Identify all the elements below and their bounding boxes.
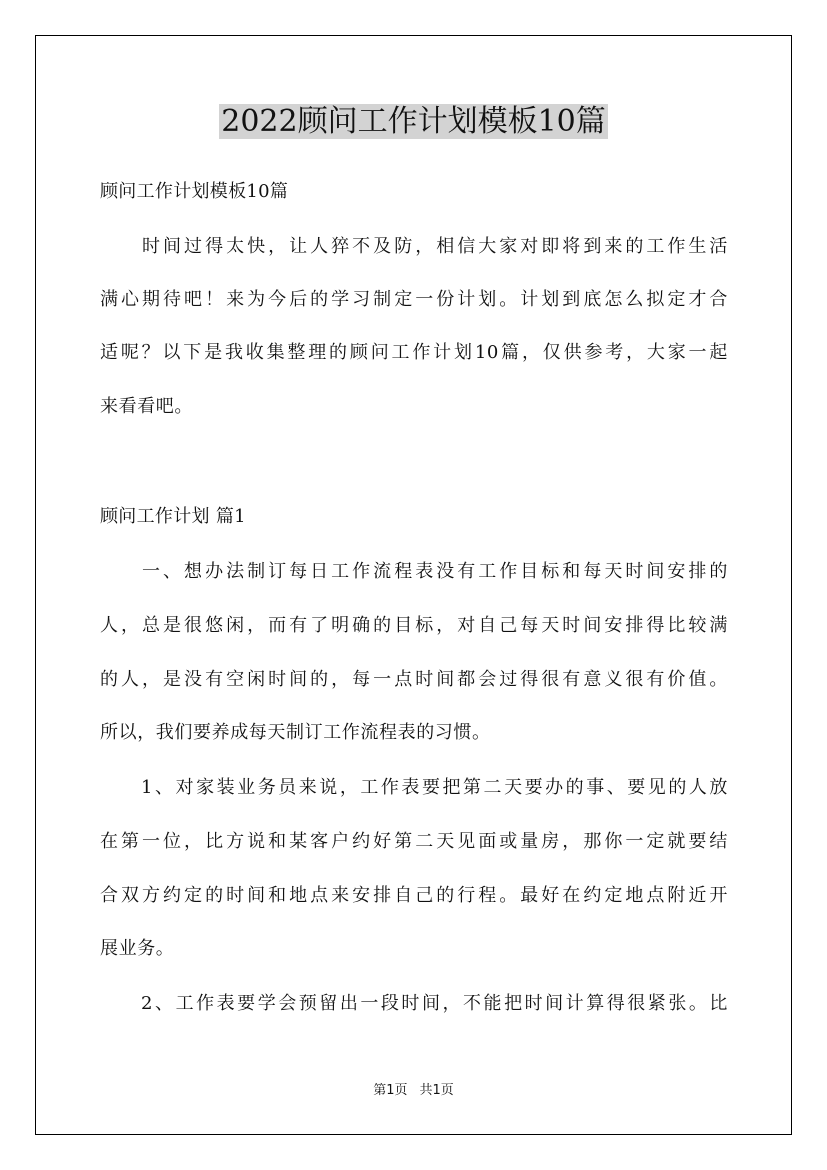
paragraph-line: 的人，是没有空闲时间的，每一点时间都会过得很有意义很有价值。 — [100, 669, 728, 690]
page-number: 第1页 — [373, 1083, 408, 1098]
paragraph-line: 2、工作表要学会预留出一段时间，不能把时间计算得很紧张。比 — [100, 993, 728, 1014]
page-footer — [0, 1082, 827, 1100]
paragraph-line: 合双方约定的时间和地点来安排自己的行程。最好在约定地点附近开 — [100, 885, 728, 906]
document-subtitle: 顾问工作计划模板10篇 — [100, 181, 289, 202]
paragraph-line: 所以，我们要养成每天制订工作流程表的习惯。 — [100, 722, 491, 743]
paragraph-line: 一、想办法制订每日工作流程表没有工作目标和每天时间安排的 — [100, 561, 728, 582]
intro-line: 满心期待吧！来为今后的学习制定一份计划。计划到底怎么拟定才合 — [100, 289, 728, 310]
paragraph-line: 在第一位，比方说和某客户约好第二天见面或量房，那你一定就要结 — [100, 831, 728, 852]
document-title — [0, 100, 827, 144]
document-title-text: 2022顾问工作计划模板10篇 — [221, 104, 606, 139]
paragraph-line: 人，总是很悠闲，而有了明确的目标，对自己每天时间安排得比较满 — [100, 615, 728, 636]
paragraph-line: 1、对家装业务员来说，工作表要把第二天要办的事、要见的人放 — [100, 777, 728, 798]
page-total: 共1页 — [419, 1083, 454, 1098]
paragraph-line: 展业务。 — [100, 938, 175, 959]
intro-line: 来看看吧。 — [100, 396, 193, 417]
intro-line: 适呢？以下是我收集整理的顾问工作计划10篇，仅供参考，大家一起 — [100, 342, 728, 363]
section-heading: 顾问工作计划 篇1 — [100, 506, 246, 527]
intro-line: 时间过得太快，让人猝不及防，相信大家对即将到来的工作生活 — [100, 236, 728, 257]
